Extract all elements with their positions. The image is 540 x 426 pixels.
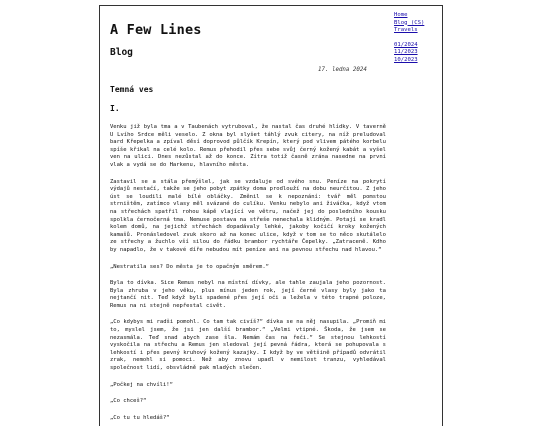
archive-link-2023-11[interactable]: 11/2023 [394,49,418,56]
nav-link-travels[interactable]: Travels [394,27,418,34]
nav-spacer [394,35,440,42]
paragraph: „Co tu tu hledáš?“ [110,414,170,421]
paragraph: Byla to dívka. Sice Remus nebyl na místní dívky, ale tahle zaujala jeho pozornost. Byla zhruba v jeho věku, plus mínus jeden rok, její černé vlasy byly jako ta nejtančí nit. Teď když byli spadené přes její oči a ležela v této trapné poloze, Remus na ni stejně nepřestal civět. [110,280,386,309]
nav-menu [394,12,440,65]
paragraph: „Počkej na chvíli!“ [110,381,173,388]
page-container [99,5,443,426]
section-title: Blog [110,47,133,58]
nav-link-blog-cs[interactable]: Blog (CS) [394,19,425,26]
post-article [110,85,386,426]
chapter-heading: I. [110,104,120,113]
paragraph: Zastavil se a stála přemýšlel, jak se vzdaluje od svého snu. Peníze na pokrytí výdajů nestačí, takže se jeho pobyt zpátky doma prodlouží na dobu neurčitou. Z jeho úst se loudili malé bílé obláčky. Změnil se k nepoznání: tvář měl pomstou strništěm, zatímco vlasy měl svázané do culíku. Venku nebylo ani živáčka, když vtom na střechách spatřil rohou kápě vlající ve větru, načež jej do posledního kousku spolkla černočerná tma. Nemuse postava na střeše nenechala klidným. Potají se kradl kolem domů, na jejichž střechách dopadávaly lehké, jakoby kočičí kroky kožených kamašů. Pronásledovel zvuk skoro až na konec ulice, když v tom se to něco skutálelo ze střechy a žuchlo vší silou do řádku brambor rychtáře Čepelky. „Zatraceně. Kdho by napadlo, že v takové díře nebudou mít peníze ani na pevnou střechu nad hlavou.“ [110,178,386,253]
post-body [110,124,386,422]
paragraph: „Co kdybys mi radši pomohl. Co tam tak civíš?“ dívka se na něj nasupila. „Promiň mi to, myslel jsem, že jsi jen další brambor.“ „Velmi vtipné. Škoda, že jsem se nezasmála. Teď snad abych zase šla. Nemám čas na řeči.“ Se stejnou lehkostí vyskočila na střechu a Remus jen sledoval její pevná řádra, která se pohupovala s lehkostí i přes pevný kruhový kožený kazajky. I když by ve většině případů odvrátil zrak, nemohl si pomoci. Než aby znovu upadl v nemilost tranzu, vyhledával společnost lidí, obsvládně pak mladých slečen. [110,319,386,372]
nav-link-home[interactable]: Home [394,12,408,18]
paragraph: „Co chceš?“ [110,398,147,405]
paragraph: „Nestratila ses? Do města je to opačným směrem.“ [110,263,269,270]
site-title[interactable]: A Few Lines [110,22,202,38]
paragraph: Venku již byla tma a v Taubenách vytruboval, že nastal čas druhé hlídky. V taverně U Lvího Srdce měli veselo. Z okna byl slyšet táhlý zvuk citery, na níž preludoval bard Křepelka a zpíval děsí doprovod půlčík Krepín, který pod vlivem pátého korbelu spíše křikal na celé kolo. Remus přehodil přes sebe svůj černý kožený kabát a vyšel ven na ulici. Dnes nezůstal až do konce. Zítra totiž časně zrána nasedne na první vlak a vydá se do Harkenu, hlavního města. [110,124,386,168]
archive-link-2024-01[interactable]: 01/2024 [394,41,418,48]
archive-link-2023-10[interactable]: 10/2023 [394,56,418,63]
post-date: 17. ledna 2024 [318,67,367,73]
post-title: Temná ves [110,85,154,94]
